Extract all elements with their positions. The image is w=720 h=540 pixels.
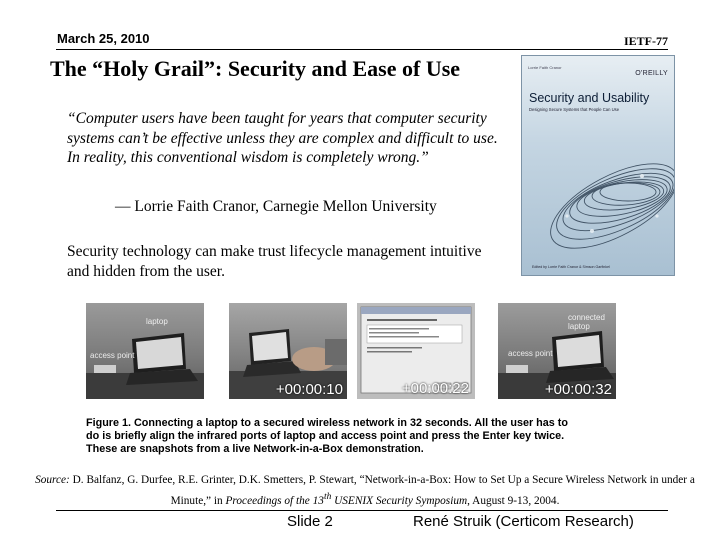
figure-caption-line: These are snapshots from a live Network-in-a-Box demonstration.: [86, 443, 424, 455]
access-point-label-2: access point: [508, 349, 553, 358]
source-citation: [30, 472, 700, 510]
timestamp-32s: +00:00:32: [544, 381, 612, 398]
book-publisher-line: Lorrie Faith Cranor: [528, 65, 562, 70]
header-date: March 25, 2010: [57, 31, 150, 46]
screenshot-3: [357, 303, 475, 399]
source-label: Source:: [35, 474, 70, 486]
footer-author: René Struik (Certicom Research): [413, 513, 634, 530]
screenshot-1: [86, 303, 204, 399]
screenshot-2: [229, 303, 347, 399]
access-point-label: access point: [90, 351, 135, 360]
quote-text: “Computer users have been taught for years that computer security systems can’t be effective unless they are complex and difficult to use. In reality, this conventional wisdom is completely wrong.”: [67, 110, 498, 166]
source-in: in: [213, 494, 223, 507]
laptop-label: laptop: [146, 317, 168, 326]
source-paper-title: “Network-in-a-Box: How to Set Up a Secure Wireless Network in under a Minute,”: [170, 474, 695, 507]
timestamp-22s: +00:00:22: [401, 380, 469, 397]
book-title: Security and Usability: [529, 91, 650, 105]
quote-attribution: — Lorrie Faith Cranor, Carnegie Mellon University: [115, 198, 437, 215]
header-conference: IETF-77: [623, 34, 668, 48]
figure-caption-line: Figure 1. Connecting a laptop to a secured wireless network in 32 seconds. All the user has to: [86, 417, 568, 429]
source-authors: D. Balfanz, G. Durfee, R.E. Grinter, D.K. Smetters, P. Stewart,: [72, 474, 357, 486]
timestamp-10s: +00:00:10: [275, 381, 343, 398]
figure-caption-line: do is briefly align the infrared ports of laptop and access point and press the Enter key twice.: [86, 430, 565, 442]
source-venue: Proceedings of the 13th USENIX Security Symposium: [225, 492, 468, 507]
source-date: , August 9-13, 2004.: [467, 494, 560, 507]
connected-laptop-label: connected laptop: [568, 313, 605, 331]
screenshot-4: [498, 303, 616, 399]
footer-rule: [56, 510, 668, 511]
book-subtitle: Designing Secure Systems that People Can Use: [529, 107, 620, 112]
slide-number: Slide 2: [287, 513, 333, 530]
header-rule: [56, 49, 668, 50]
body-text: Security technology can make trust lifecycle management intuitive and hidden from the user.: [67, 243, 482, 280]
book-publisher-logo: O'REILLY: [635, 70, 668, 77]
book-authors: Edited by Lorrie Faith Cranor & Simson Garfinkel: [532, 265, 610, 269]
book-cover-image: [521, 55, 675, 276]
barbed-wire-graphic: [522, 56, 674, 275]
slide-title: The “Holy Grail”: Security and Ease of Use: [50, 56, 461, 81]
figure-caption: [86, 417, 656, 456]
